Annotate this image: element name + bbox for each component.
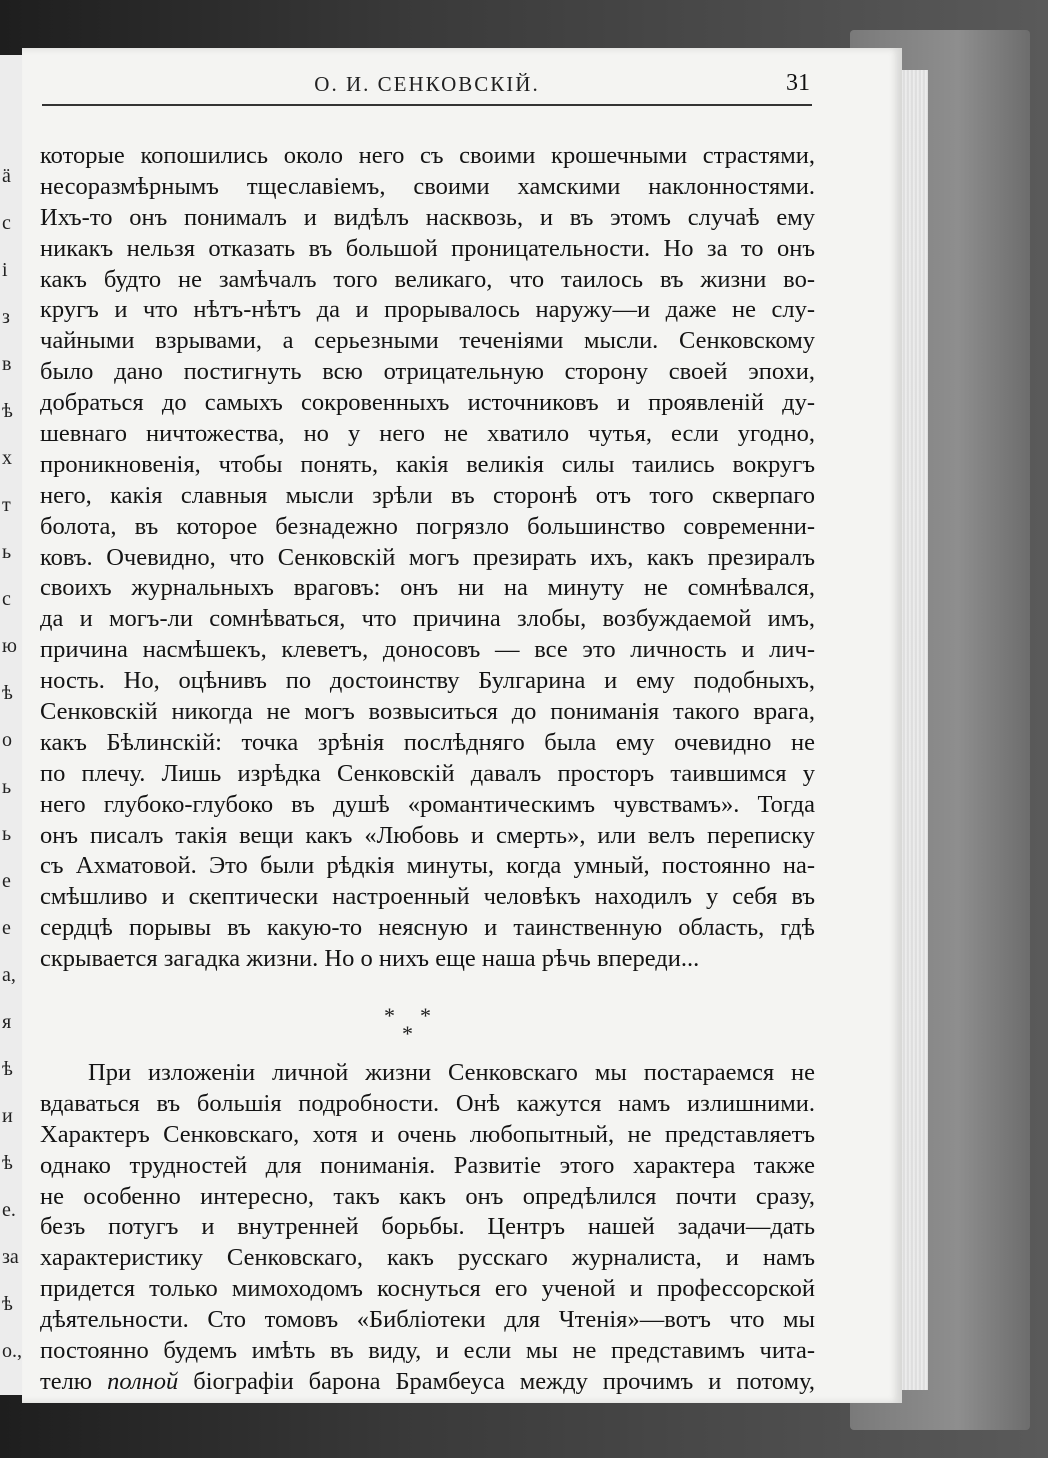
facing-page-fragment	[0, 55, 22, 1395]
paragraph-2	[40, 1058, 815, 1398]
text-line: кругъ и что нѣтъ-нѣтъ да и прорывалось наружу—и даже не слу-	[40, 296, 815, 324]
text-line: чайными взрывами, а серьезными теченіями мысли. Сенковскому	[40, 327, 815, 355]
facing-page-glyph: ѣ	[2, 1293, 13, 1315]
text-line: Сенковскій никогда не могъ возвыситься до пониманія такого врага,	[40, 698, 815, 726]
text-segment: телю	[40, 1367, 108, 1395]
text-line: шевнаго ничтожества, но у него не хватило чутья, если угодно,	[40, 420, 815, 448]
text-line: вдаваться въ большія подробности. Онѣ кажутся намъ излишними.	[40, 1089, 815, 1117]
facing-page-glyph: ѣ	[2, 400, 13, 422]
text-segment: біографіи барона Брамбеуса между прочимъ и потому,	[178, 1367, 815, 1395]
book-page	[22, 48, 902, 1403]
text-line: своихъ журнальныхъ враговъ: онъ ни на минуту не сомнѣвался,	[40, 574, 815, 602]
text-line: безъ потугъ и внутренней борьбы. Центръ нашей задачи—дать	[40, 1213, 815, 1241]
asterisk: *	[384, 1003, 395, 1028]
text-line: да и могъ-ли сомнѣваться, что причина злобы, возбуждаемой имъ,	[40, 605, 815, 633]
text-line: съ Ахматовой. Это были рѣдкія минуты, когда умный, постоянно на-	[40, 852, 815, 880]
italic-emphasis: полной	[107, 1367, 179, 1395]
text-line: никакъ нельзя отказать въ большой проницательности. Но за то онъ	[40, 234, 815, 262]
running-header	[42, 70, 812, 106]
text-line: несоразмѣрнымъ тщеславіемъ, своими хамскими наклонностями.	[40, 172, 815, 200]
running-title: О. И. СЕНКОВСКІЙ.	[314, 72, 540, 96]
text-line: проникновенія, чтобы понять, какія великія силы таились вокругъ	[40, 450, 815, 478]
facing-page-glyph: ь	[2, 823, 12, 845]
asterisk: *	[402, 1021, 413, 1046]
facing-page-glyph: е.	[2, 1199, 16, 1221]
text-line: придется только мимоходомъ коснуться его ученой и профессорской	[40, 1275, 815, 1303]
text-line: постоянно будемъ имѣть въ виду, и если мы не представимъ чита-	[40, 1337, 815, 1365]
text-line: смѣшливо и скептически настроенный человѣкъ находилъ у себя въ	[40, 883, 815, 911]
text-line: однако трудностей для пониманія. Развитіе этого характера также	[40, 1151, 815, 1179]
facing-page-glyph: ѣ	[2, 682, 13, 704]
text-line: добраться до самыхъ сокровенныхъ источниковъ и проявленій ду-	[40, 389, 815, 417]
text-line: Ихъ-то онъ понималъ и видѣлъ насквозь, и въ этомъ случаѣ ему	[40, 203, 815, 231]
facing-page-glyph: е	[2, 917, 11, 939]
text-line: него, какія славныя мысли зрѣли въ сторонѣ отъ того скверпаго	[40, 481, 815, 509]
facing-page-glyph: о.,	[2, 1340, 22, 1362]
text-line: по плечу. Лишь изрѣдка Сенковскій давалъ просторъ таившимся у	[40, 759, 815, 787]
asterisk: *	[420, 1003, 431, 1028]
facing-page-glyph: о	[2, 729, 12, 751]
text-line: При изложеніи личной жизни Сенковскаго мы постараемся не	[88, 1059, 815, 1086]
text-line: ность. Но, оцѣнивъ по достоинству Булгарина и ему подобныхъ,	[40, 667, 815, 695]
section-separator	[372, 1003, 462, 1053]
facing-page-glyph: ь	[2, 541, 12, 563]
facing-page-glyph: за	[2, 1246, 19, 1268]
text-line: него глубоко-глубоко въ душѣ «романтическимъ чувствамъ». Тогда	[40, 790, 815, 818]
facing-page-glyph: с	[2, 588, 11, 610]
facing-page-glyph: и	[2, 1105, 13, 1127]
facing-page-glyph: я	[2, 1011, 12, 1033]
text-line: причина насмѣшекъ, клеветъ, доносовъ — все это личность и лич-	[40, 636, 815, 664]
facing-page-glyph: ь	[2, 776, 12, 798]
facing-page-glyph: ѣ	[2, 1152, 13, 1174]
facing-page-glyph: т	[2, 494, 11, 516]
facing-page-glyph: ю	[2, 635, 17, 657]
facing-page-glyph: а,	[2, 964, 16, 986]
page-stack-edge	[898, 70, 928, 1390]
text-line: дѣятельности. Сто томовъ «Библіотеки для Чтенія»—вотъ что мы	[40, 1306, 815, 1334]
text-line: какъ Бѣлинскій: точка зрѣнія послѣдняго была ему очевидно не	[40, 728, 815, 756]
text-line: не особенно интересно, такъ какъ онъ опредѣлился почти сразу,	[40, 1182, 815, 1210]
text-line: какъ будто не замѣчалъ того великаго, что таилось въ жизни во-	[40, 265, 815, 293]
text-line: болота, въ которое безнадежно погрязло большинство современни-	[40, 512, 815, 540]
text-line: ковъ. Очевидно, что Сенковскій могъ презирать ихъ, какъ презиралъ	[40, 543, 815, 571]
facing-page-glyph: с	[2, 212, 11, 234]
text-line: характеристику Сенковскаго, какъ русскаго журналиста, и намъ	[40, 1244, 815, 1272]
text-line: Характеръ Сенковскаго, хотя и очень любопытный, не представляетъ	[40, 1120, 815, 1148]
paragraph-1	[40, 141, 815, 975]
facing-page-glyph: і	[2, 259, 8, 281]
text-line: скрывается загадка жизни. Но о нихъ еще наша рѣчь впереди...	[40, 945, 700, 973]
text-line	[40, 1367, 815, 1398]
facing-page-glyph: в	[2, 353, 12, 375]
text-line: онъ писалъ такія вещи какъ «Любовь и смерть», или велъ переписку	[40, 821, 815, 849]
facing-page-glyph: ѣ	[2, 1058, 13, 1080]
page-number: 31	[786, 70, 810, 96]
facing-page-glyph: з	[2, 306, 10, 328]
facing-page-glyph: ä	[2, 165, 11, 187]
text-line: которые копошились около него съ своими крошечными страстями,	[40, 142, 815, 169]
facing-page-glyph: х	[2, 447, 12, 469]
text-line: сердцѣ порывы въ какую-то неясную и таинственную область, гдѣ	[40, 914, 815, 942]
facing-page-glyph: е	[2, 870, 11, 892]
text-line: было дано постигнуть всю отрицательную сторону своей эпохи,	[40, 358, 815, 386]
